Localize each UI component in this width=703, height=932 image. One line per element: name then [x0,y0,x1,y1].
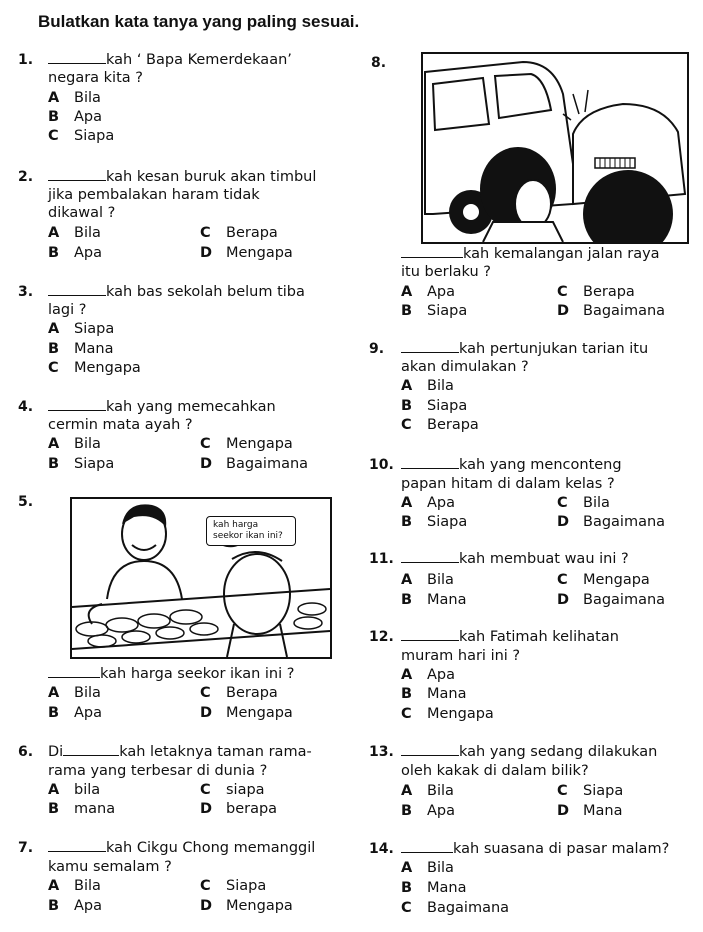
option-c[interactable]: C Berapa [557,284,635,300]
question-stem-line: kah yang sedang dilakukan [401,742,657,762]
question-number: 1. [18,52,34,68]
option-d[interactable]: D Bagaimana [557,592,666,608]
question-number: 2. [18,169,34,185]
option-a[interactable]: A Bila [401,572,454,588]
option-a[interactable]: A Bila [48,685,101,701]
option-a[interactable]: A bila [48,782,101,798]
option-a[interactable]: A Bila [48,225,101,241]
question-stem-line: kah yang memecahkan [48,397,276,417]
option-a[interactable]: A Bila [48,878,101,894]
option-c[interactable]: C Berapa [200,685,278,701]
question-stem-line: rama yang terbesar di dunia ? [48,763,268,779]
option-b[interactable]: B Apa [401,803,456,819]
question-stem-line: Di kah letaknya taman rama- [48,744,312,760]
road-accident-illustration [421,52,689,244]
question-number: 4. [18,399,34,415]
option-b[interactable]: B mana [48,801,116,817]
option-a[interactable]: A Bila [401,860,454,876]
option-b[interactable]: B Apa [48,109,103,125]
question-stem-line: itu berlaku ? [401,264,491,280]
fish-seller-illustration [70,497,332,659]
option-a[interactable]: A Bila [401,783,454,799]
option-b[interactable]: B Siapa [401,514,468,530]
option-b[interactable]: B Siapa [401,398,468,414]
option-a[interactable]: A Bila [48,90,101,106]
option-c[interactable]: C Mengapa [401,706,494,722]
question-stem-line: akan dimulakan ? [401,359,529,375]
question-number: 5. [18,494,34,510]
option-c[interactable]: C Berapa [401,417,479,433]
option-c[interactable]: C siapa [200,782,265,798]
question-number: 6. [18,744,34,760]
question-number: 3. [18,284,34,300]
question-stem-line: cermin mata ayah ? [48,417,193,433]
option-c[interactable]: C Berapa [200,225,278,241]
option-a[interactable]: A Apa [401,284,456,300]
question-stem-line: dikawal ? [48,205,116,221]
question-stem-line: kah yang menconteng [401,455,622,475]
option-c[interactable]: C Siapa [48,128,115,144]
question-stem-line: kah ‘ Bapa Kemerdekaan’ [48,50,292,70]
option-a[interactable]: A Apa [401,495,456,511]
question-number: 8. [371,55,387,71]
question-stem-line: kah suasana di pasar malam? [401,839,669,859]
option-a[interactable]: A Siapa [48,321,115,337]
option-b[interactable]: B Mana [401,592,467,608]
question-stem-line: kah Fatimah kelihatan [401,627,619,647]
question-stem-line: kah kesan buruk akan timbul [48,167,316,187]
worksheet-title: Bulatkan kata tanya yang paling sesuai. [38,12,360,31]
question-number: 7. [18,840,34,856]
question-stem-line: muram hari ini ? [401,648,521,664]
accident-drawing [423,54,687,242]
option-b[interactable]: B Mana [401,880,467,896]
option-c[interactable]: C Bagaimana [401,900,510,916]
question-stem-line: kah kemalangan jalan raya [401,244,660,264]
option-b[interactable]: B Siapa [401,303,468,319]
option-b[interactable]: B Mana [401,686,467,702]
question-stem-line: jika pembalakan haram tidak [48,187,260,203]
question-number: 14. [369,841,394,857]
option-a[interactable]: A Bila [48,436,101,452]
option-d[interactable]: D Bagaimana [557,514,666,530]
option-c[interactable]: C Mengapa [48,360,141,376]
option-b[interactable]: B Mana [48,341,114,357]
option-c[interactable]: C Siapa [200,878,267,894]
question-stem-line: kah bas sekolah belum tiba [48,282,305,302]
option-c[interactable]: C Mengapa [200,436,293,452]
question-stem-line: kah harga seekor ikan ini ? [48,664,294,684]
option-a[interactable]: A Bila [401,378,454,394]
question-stem-line: oleh kakak di dalam bilik? [401,763,589,779]
option-b[interactable]: B Apa [48,705,103,721]
speech-bubble: kah harga seekor ikan ini? [206,516,296,546]
question-stem-line: lagi ? [48,302,87,318]
option-d[interactable]: D Mengapa [200,898,293,914]
option-d[interactable]: D Bagaimana [200,456,309,472]
question-number: 10. [369,457,394,473]
question-stem-line: negara kita ? [48,70,143,86]
question-stem-line: kah membuat wau ini ? [401,549,629,569]
question-number: 12. [369,629,394,645]
question-number: 13. [369,744,394,760]
option-d[interactable]: D Mengapa [200,705,293,721]
question-number: 11. [369,551,394,567]
option-d[interactable]: D Mengapa [200,245,293,261]
option-d[interactable]: D Mana [557,803,623,819]
option-b[interactable]: B Siapa [48,456,115,472]
option-c[interactable]: C Bila [557,495,610,511]
option-d[interactable]: D berapa [200,801,278,817]
question-stem-line: papan hitam di dalam kelas ? [401,476,615,492]
question-number: 9. [369,341,385,357]
option-b[interactable]: B Apa [48,245,103,261]
question-stem-line: kamu semalam ? [48,859,172,875]
question-stem-line: kah Cikgu Chong memanggil [48,838,315,858]
option-c[interactable]: C Mengapa [557,572,650,588]
option-c[interactable]: C Siapa [557,783,624,799]
option-a[interactable]: A Apa [401,667,456,683]
option-d[interactable]: D Bagaimana [557,303,666,319]
option-b[interactable]: B Apa [48,898,103,914]
question-stem-line: kah pertunjukan tarian itu [401,339,648,359]
